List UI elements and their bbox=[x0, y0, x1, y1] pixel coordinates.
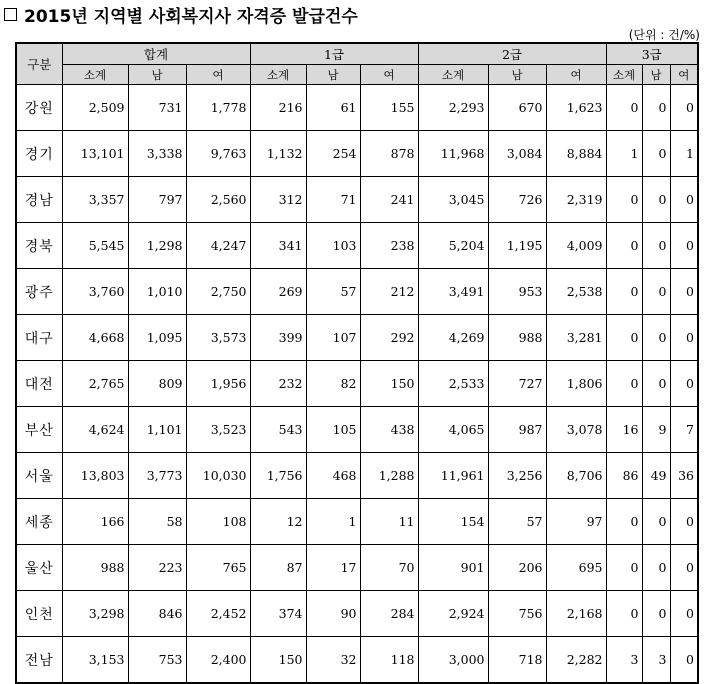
subheader-cell: 여 bbox=[186, 65, 250, 85]
unit-label: (단위 : 건/%) bbox=[628, 28, 700, 42]
value-cell: 3 bbox=[606, 637, 642, 684]
region-cell: 서울 bbox=[16, 453, 62, 499]
value-cell: 0 bbox=[642, 545, 670, 591]
region-cell: 경북 bbox=[16, 223, 62, 269]
region-cell: 울산 bbox=[16, 545, 62, 591]
value-cell: 86 bbox=[606, 453, 642, 499]
value-cell: 0 bbox=[642, 269, 670, 315]
value-cell: 105 bbox=[306, 407, 360, 453]
region-cell: 부산 bbox=[16, 407, 62, 453]
table-row bbox=[16, 361, 698, 407]
value-cell: 1,132 bbox=[250, 131, 306, 177]
header-group-total: 합계 bbox=[62, 43, 250, 65]
value-cell: 0 bbox=[642, 85, 670, 131]
table-row bbox=[16, 131, 698, 177]
subheader-cell: 여 bbox=[670, 65, 698, 85]
value-cell: 1,095 bbox=[128, 315, 186, 361]
value-cell: 3 bbox=[642, 637, 670, 684]
region-cell: 경남 bbox=[16, 177, 62, 223]
value-cell: 3,256 bbox=[488, 453, 546, 499]
value-cell: 2,765 bbox=[62, 361, 128, 407]
value-cell: 212 bbox=[360, 269, 418, 315]
table-row bbox=[16, 591, 698, 637]
value-cell: 10,030 bbox=[186, 453, 250, 499]
value-cell: 57 bbox=[488, 499, 546, 545]
value-cell: 1,195 bbox=[488, 223, 546, 269]
value-cell: 3,773 bbox=[128, 453, 186, 499]
value-cell: 0 bbox=[642, 315, 670, 361]
value-cell: 71 bbox=[306, 177, 360, 223]
value-cell: 3,153 bbox=[62, 637, 128, 684]
value-cell: 0 bbox=[606, 269, 642, 315]
value-cell: 1,806 bbox=[546, 361, 606, 407]
value-cell: 2,750 bbox=[186, 269, 250, 315]
title-text: 2015년 지역별 사회복지사 자격증 발급건수 bbox=[24, 6, 358, 27]
value-cell: 166 bbox=[62, 499, 128, 545]
value-cell: 241 bbox=[360, 177, 418, 223]
value-cell: 797 bbox=[128, 177, 186, 223]
value-cell: 3,084 bbox=[488, 131, 546, 177]
value-cell: 438 bbox=[360, 407, 418, 453]
value-cell: 1 bbox=[670, 131, 698, 177]
value-cell: 12 bbox=[250, 499, 306, 545]
value-cell: 1,778 bbox=[186, 85, 250, 131]
value-cell: 0 bbox=[670, 85, 698, 131]
checkbox-square-icon bbox=[4, 8, 17, 21]
value-cell: 0 bbox=[642, 223, 670, 269]
value-cell: 0 bbox=[642, 131, 670, 177]
value-cell: 254 bbox=[306, 131, 360, 177]
value-cell: 57 bbox=[306, 269, 360, 315]
value-cell: 753 bbox=[128, 637, 186, 684]
value-cell: 223 bbox=[128, 545, 186, 591]
value-cell: 2,509 bbox=[62, 85, 128, 131]
value-cell: 2,168 bbox=[546, 591, 606, 637]
value-cell: 0 bbox=[670, 223, 698, 269]
value-cell: 7 bbox=[670, 407, 698, 453]
region-cell: 전남 bbox=[16, 637, 62, 684]
table-row bbox=[16, 499, 698, 545]
value-cell: 731 bbox=[128, 85, 186, 131]
value-cell: 2,400 bbox=[186, 637, 250, 684]
value-cell: 13,101 bbox=[62, 131, 128, 177]
value-cell: 103 bbox=[306, 223, 360, 269]
value-cell: 206 bbox=[488, 545, 546, 591]
subheader-cell: 소계 bbox=[418, 65, 488, 85]
value-cell: 341 bbox=[250, 223, 306, 269]
value-cell: 90 bbox=[306, 591, 360, 637]
value-cell: 4,269 bbox=[418, 315, 488, 361]
value-cell: 2,293 bbox=[418, 85, 488, 131]
issuance-table bbox=[15, 42, 699, 684]
value-cell: 32 bbox=[306, 637, 360, 684]
value-cell: 284 bbox=[360, 591, 418, 637]
value-cell: 543 bbox=[250, 407, 306, 453]
value-cell: 878 bbox=[360, 131, 418, 177]
table-row bbox=[16, 85, 698, 131]
region-cell: 광주 bbox=[16, 269, 62, 315]
value-cell: 0 bbox=[606, 223, 642, 269]
value-cell: 727 bbox=[488, 361, 546, 407]
value-cell: 58 bbox=[128, 499, 186, 545]
value-cell: 269 bbox=[250, 269, 306, 315]
value-cell: 1,623 bbox=[546, 85, 606, 131]
value-cell: 1,288 bbox=[360, 453, 418, 499]
value-cell: 70 bbox=[360, 545, 418, 591]
subheader-cell: 여 bbox=[546, 65, 606, 85]
value-cell: 155 bbox=[360, 85, 418, 131]
header-group-grade1: 1급 bbox=[250, 43, 418, 65]
value-cell: 399 bbox=[250, 315, 306, 361]
value-cell: 1,010 bbox=[128, 269, 186, 315]
value-cell: 3,078 bbox=[546, 407, 606, 453]
value-cell: 16 bbox=[606, 407, 642, 453]
value-cell: 1,956 bbox=[186, 361, 250, 407]
value-cell: 292 bbox=[360, 315, 418, 361]
value-cell: 988 bbox=[62, 545, 128, 591]
value-cell: 0 bbox=[670, 637, 698, 684]
value-cell: 49 bbox=[642, 453, 670, 499]
value-cell: 0 bbox=[642, 499, 670, 545]
table-row bbox=[16, 177, 698, 223]
value-cell: 232 bbox=[250, 361, 306, 407]
subheader-cell: 남 bbox=[488, 65, 546, 85]
value-cell: 670 bbox=[488, 85, 546, 131]
value-cell: 988 bbox=[488, 315, 546, 361]
subheader-cell: 남 bbox=[642, 65, 670, 85]
value-cell: 3,760 bbox=[62, 269, 128, 315]
value-cell: 87 bbox=[250, 545, 306, 591]
value-cell: 82 bbox=[306, 361, 360, 407]
table-row bbox=[16, 407, 698, 453]
value-cell: 0 bbox=[642, 591, 670, 637]
value-cell: 2,924 bbox=[418, 591, 488, 637]
value-cell: 846 bbox=[128, 591, 186, 637]
value-cell: 726 bbox=[488, 177, 546, 223]
value-cell: 9,763 bbox=[186, 131, 250, 177]
value-cell: 695 bbox=[546, 545, 606, 591]
region-cell: 세종 bbox=[16, 499, 62, 545]
value-cell: 0 bbox=[642, 361, 670, 407]
value-cell: 0 bbox=[670, 499, 698, 545]
value-cell: 5,204 bbox=[418, 223, 488, 269]
subheader-cell: 소계 bbox=[250, 65, 306, 85]
value-cell: 3,281 bbox=[546, 315, 606, 361]
value-cell: 13,803 bbox=[62, 453, 128, 499]
value-cell: 11 bbox=[360, 499, 418, 545]
table-row bbox=[16, 545, 698, 591]
value-cell: 0 bbox=[670, 315, 698, 361]
value-cell: 3,357 bbox=[62, 177, 128, 223]
value-cell: 9 bbox=[642, 407, 670, 453]
region-cell: 강원 bbox=[16, 85, 62, 131]
table-body bbox=[16, 85, 698, 684]
value-cell: 468 bbox=[306, 453, 360, 499]
table-row bbox=[16, 315, 698, 361]
subheader-row bbox=[16, 65, 698, 85]
value-cell: 2,282 bbox=[546, 637, 606, 684]
value-cell: 0 bbox=[606, 361, 642, 407]
value-cell: 756 bbox=[488, 591, 546, 637]
subheader-cell: 남 bbox=[128, 65, 186, 85]
value-cell: 5,545 bbox=[62, 223, 128, 269]
value-cell: 3,573 bbox=[186, 315, 250, 361]
value-cell: 0 bbox=[606, 315, 642, 361]
value-cell: 3,045 bbox=[418, 177, 488, 223]
table-row bbox=[16, 637, 698, 684]
table-row bbox=[16, 269, 698, 315]
region-cell: 인천 bbox=[16, 591, 62, 637]
value-cell: 150 bbox=[360, 361, 418, 407]
header-region: 구분 bbox=[16, 43, 62, 85]
value-cell: 3,491 bbox=[418, 269, 488, 315]
value-cell: 3,298 bbox=[62, 591, 128, 637]
value-cell: 2,319 bbox=[546, 177, 606, 223]
value-cell: 374 bbox=[250, 591, 306, 637]
subheader-cell: 남 bbox=[306, 65, 360, 85]
value-cell: 0 bbox=[670, 545, 698, 591]
value-cell: 2,560 bbox=[186, 177, 250, 223]
value-cell: 216 bbox=[250, 85, 306, 131]
value-cell: 1,101 bbox=[128, 407, 186, 453]
value-cell: 17 bbox=[306, 545, 360, 591]
value-cell: 8,706 bbox=[546, 453, 606, 499]
value-cell: 953 bbox=[488, 269, 546, 315]
value-cell: 4,009 bbox=[546, 223, 606, 269]
value-cell: 0 bbox=[606, 499, 642, 545]
value-cell: 150 bbox=[250, 637, 306, 684]
value-cell: 154 bbox=[418, 499, 488, 545]
value-cell: 0 bbox=[670, 269, 698, 315]
value-cell: 4,668 bbox=[62, 315, 128, 361]
value-cell: 8,884 bbox=[546, 131, 606, 177]
value-cell: 0 bbox=[606, 177, 642, 223]
value-cell: 1 bbox=[306, 499, 360, 545]
value-cell: 765 bbox=[186, 545, 250, 591]
value-cell: 4,065 bbox=[418, 407, 488, 453]
value-cell: 0 bbox=[670, 361, 698, 407]
value-cell: 2,538 bbox=[546, 269, 606, 315]
region-cell: 경기 bbox=[16, 131, 62, 177]
value-cell: 97 bbox=[546, 499, 606, 545]
subheader-cell: 소계 bbox=[606, 65, 642, 85]
value-cell: 107 bbox=[306, 315, 360, 361]
document-title bbox=[4, 2, 358, 26]
value-cell: 0 bbox=[670, 177, 698, 223]
value-cell: 1 bbox=[606, 131, 642, 177]
value-cell: 1,298 bbox=[128, 223, 186, 269]
value-cell: 238 bbox=[360, 223, 418, 269]
subheader-cell: 여 bbox=[360, 65, 418, 85]
value-cell: 11,961 bbox=[418, 453, 488, 499]
table-row bbox=[16, 453, 698, 499]
value-cell: 2,533 bbox=[418, 361, 488, 407]
value-cell: 61 bbox=[306, 85, 360, 131]
value-cell: 3,523 bbox=[186, 407, 250, 453]
region-cell: 대전 bbox=[16, 361, 62, 407]
header-group-grade2: 2급 bbox=[418, 43, 606, 65]
region-cell: 대구 bbox=[16, 315, 62, 361]
value-cell: 3,000 bbox=[418, 637, 488, 684]
value-cell: 2,452 bbox=[186, 591, 250, 637]
value-cell: 36 bbox=[670, 453, 698, 499]
value-cell: 0 bbox=[670, 591, 698, 637]
value-cell: 4,624 bbox=[62, 407, 128, 453]
value-cell: 0 bbox=[642, 177, 670, 223]
value-cell: 118 bbox=[360, 637, 418, 684]
header-group-grade3: 3급 bbox=[606, 43, 698, 65]
value-cell: 1,756 bbox=[250, 453, 306, 499]
value-cell: 0 bbox=[606, 545, 642, 591]
value-cell: 987 bbox=[488, 407, 546, 453]
value-cell: 312 bbox=[250, 177, 306, 223]
value-cell: 4,247 bbox=[186, 223, 250, 269]
value-cell: 3,338 bbox=[128, 131, 186, 177]
value-cell: 901 bbox=[418, 545, 488, 591]
subheader-cell: 소계 bbox=[62, 65, 128, 85]
value-cell: 718 bbox=[488, 637, 546, 684]
table-row bbox=[16, 223, 698, 269]
value-cell: 108 bbox=[186, 499, 250, 545]
value-cell: 809 bbox=[128, 361, 186, 407]
value-cell: 0 bbox=[606, 85, 642, 131]
value-cell: 11,968 bbox=[418, 131, 488, 177]
value-cell: 0 bbox=[606, 591, 642, 637]
